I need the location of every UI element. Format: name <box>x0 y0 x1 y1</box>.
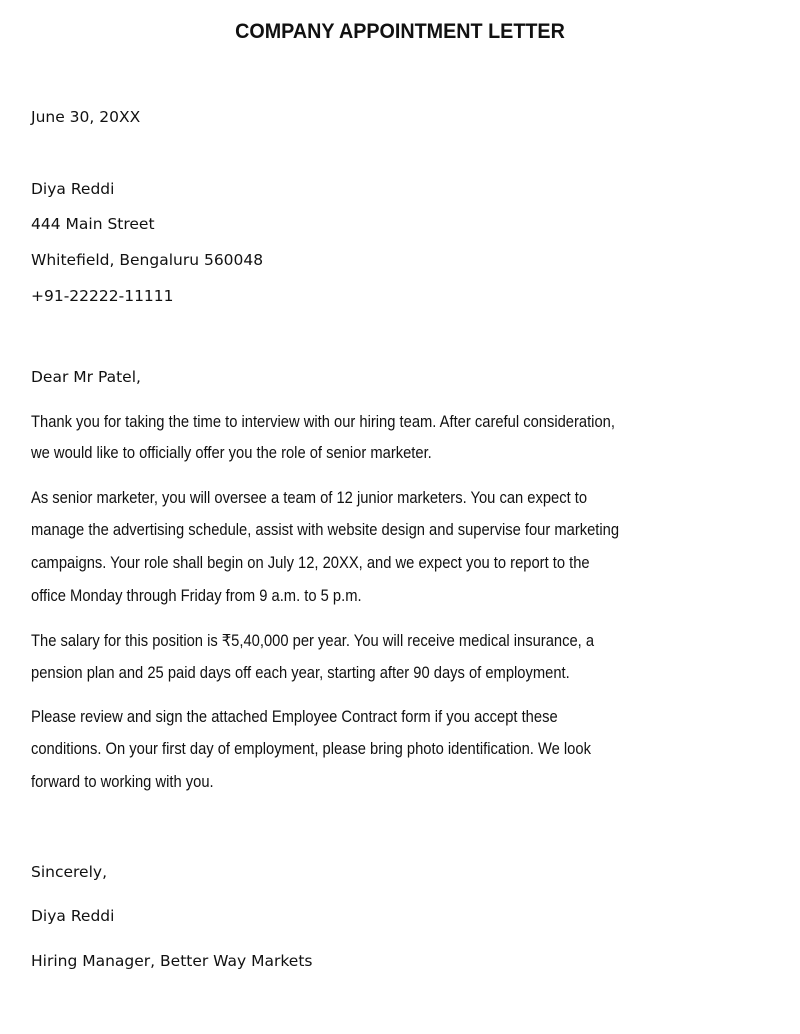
signer-title: Hiring Manager, Better Way Markets <box>31 952 313 970</box>
paragraph-line: conditions. On your first day of employment, please bring photo identification. We look <box>31 740 591 758</box>
salutation: Dear Mr Patel, <box>31 368 141 386</box>
paragraph-line: pension plan and 25 paid days off each year, starting after 90 days of employment. <box>31 664 570 682</box>
paragraph-line: office Monday through Friday from 9 a.m. to 5 p.m. <box>31 587 362 605</box>
recipient-phone: +91-22222-11111 <box>31 287 174 305</box>
paragraph-line: Please review and sign the attached Employee Contract form if you accept these <box>31 708 558 726</box>
paragraph-line: forward to working with you. <box>31 773 214 791</box>
paragraph-line: Thank you for taking the time to interview with our hiring team. After careful consideration, <box>31 413 615 431</box>
letter-date: June 30, 20XX <box>31 108 141 126</box>
paragraph-line: we would like to officially offer you the role of senior marketer. <box>31 444 432 462</box>
recipient-street: 444 Main Street <box>31 215 155 233</box>
paragraph-line: The salary for this position is ₹5,40,000 per year. You will receive medical insurance, a <box>31 632 595 650</box>
paragraph-line: campaigns. Your role shall begin on July 12, 20XX, and we expect you to report to the <box>31 554 590 572</box>
recipient-name: Diya Reddi <box>31 180 115 198</box>
closing: Sincerely, <box>31 863 108 881</box>
recipient-city: Whitefield, Bengaluru 560048 <box>31 251 264 269</box>
paragraph-line: As senior marketer, you will oversee a team of 12 junior marketers. You can expect to <box>31 489 588 507</box>
paragraph-line: manage the advertising schedule, assist with website design and supervise four marketing <box>31 521 620 539</box>
signer-name: Diya Reddi <box>31 907 115 925</box>
letter-title: COMPANY APPOINTMENT LETTER <box>235 20 565 43</box>
